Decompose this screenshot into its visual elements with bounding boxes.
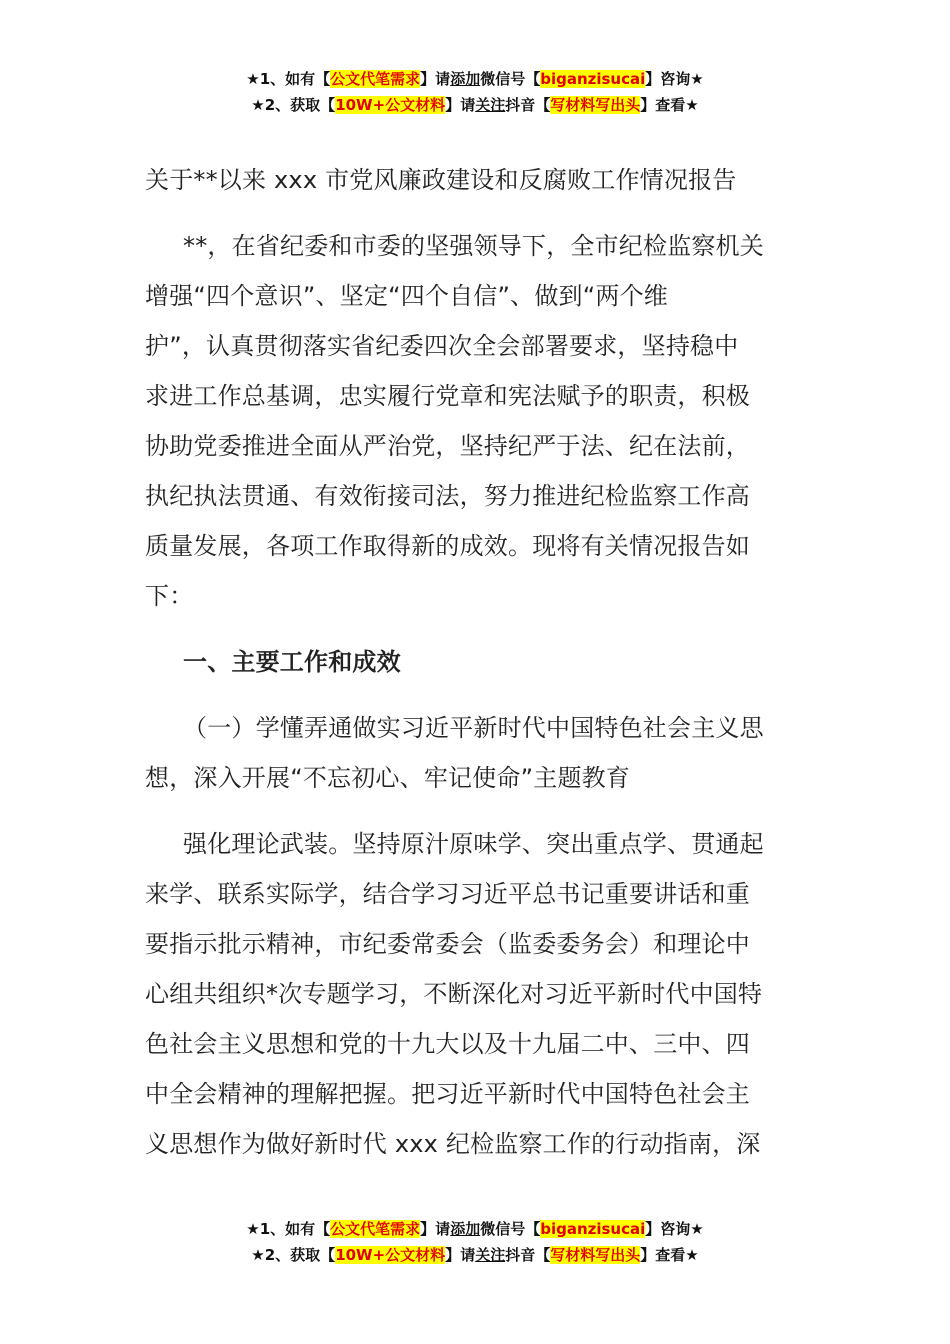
banner-underline: 添加 xyxy=(450,70,481,88)
banner-line-2 xyxy=(0,92,950,118)
document-body xyxy=(145,155,800,1169)
banner-highlight: 公文代笔需求 xyxy=(330,1220,421,1238)
banner-underline: 关注 xyxy=(475,96,506,114)
spacer xyxy=(145,205,800,221)
banner-text: 抖音【 xyxy=(505,1246,551,1264)
banner-text: 微信号【 xyxy=(480,1220,541,1238)
banner-text: ★1、如有【 xyxy=(246,70,331,88)
banner-text: 】查看★ xyxy=(640,96,699,114)
banner-text: ★1、如有【 xyxy=(246,1220,331,1238)
text-line: 增强“四个意识”、坚定“四个自信”、做到“两个维 xyxy=(145,282,668,310)
banner-text: 】咨询★ xyxy=(645,70,704,88)
text-line: 质量发展，各项工作取得新的成效。现将有关情况报告如 xyxy=(145,532,750,560)
banner-line-1 xyxy=(0,66,950,92)
text-line: 要指示批示精神，市纪委常委会（监委委务会）和理论中 xyxy=(145,930,750,958)
text-line: 下： xyxy=(145,582,194,610)
banner-underline: 添加 xyxy=(450,1220,481,1238)
text-line: 强化理论武装。坚持原汁原味学、突出重点学、贯通起 xyxy=(183,830,764,858)
banner-highlight: 10W+公文材料 xyxy=(335,1246,446,1264)
text-line: 执纪执法贯通、有效衔接司法，努力推进纪检监察工作高 xyxy=(145,482,750,510)
banner-text: 】请 xyxy=(445,96,476,114)
intro-paragraph xyxy=(145,221,800,621)
text-line: （一）学懂弄通做实习近平新时代中国特色社会主义思 xyxy=(183,714,764,742)
banner-line-2 xyxy=(0,1242,950,1268)
text-line: 中全会精神的理解把握。把习近平新时代中国特色社会主 xyxy=(145,1080,750,1108)
text-line: 协助党委推进全面从严治党，坚持纪严于法、纪在法前， xyxy=(145,432,750,460)
banner-text: ★2、获取【 xyxy=(251,1246,336,1264)
banner-text: 抖音【 xyxy=(505,96,551,114)
section-heading: 一、主要工作和成效 xyxy=(183,648,401,676)
banner-text: 微信号【 xyxy=(480,70,541,88)
text-line: 心组共组织*次专题学习，不断深化对习近平新时代中国特 xyxy=(145,980,763,1008)
bottom-banner xyxy=(0,1216,950,1268)
banner-highlight: 写材料写出头 xyxy=(550,1246,641,1264)
banner-text: 】咨询★ xyxy=(645,1220,704,1238)
top-banner xyxy=(0,66,950,118)
banner-text: 】请 xyxy=(445,1246,476,1264)
subsection-heading xyxy=(145,703,800,803)
text-line: **，在省纪委和市委的坚强领导下，全市纪检监察机关 xyxy=(183,232,764,260)
text-line: 来学、联系实际学，结合学习习近平总书记重要讲话和重 xyxy=(145,880,750,908)
text-line: 色社会主义思想和党的十九大以及十九届二中、三中、四 xyxy=(145,1030,750,1058)
spacer xyxy=(145,621,800,637)
banner-text: 】请 xyxy=(420,1220,451,1238)
text-line: 义思想作为做好新时代 xxx 纪检监察工作的行动指南，深 xyxy=(145,1130,761,1158)
body-paragraph xyxy=(145,819,800,1169)
banner-underline: 关注 xyxy=(475,1246,506,1264)
banner-text: ★2、获取【 xyxy=(251,96,336,114)
banner-highlight: biganzisucai xyxy=(540,70,646,88)
document-title: 关于**以来 xxx 市党风廉政建设和反腐败工作情况报告 xyxy=(145,166,737,194)
banner-text: 】请 xyxy=(420,70,451,88)
banner-highlight: 10W+公文材料 xyxy=(335,96,446,114)
banner-highlight: 公文代笔需求 xyxy=(330,70,421,88)
text-line: 想，深入开展“不忘初心、牢记使命”主题教育 xyxy=(145,764,631,792)
text-line: 护”，认真贯彻落实省纪委四次全会部署要求，坚持稳中 xyxy=(145,332,739,360)
spacer xyxy=(145,803,800,819)
banner-line-1 xyxy=(0,1216,950,1242)
banner-highlight: biganzisucai xyxy=(540,1220,646,1238)
banner-text: 】查看★ xyxy=(640,1246,699,1264)
text-line: 求进工作总基调，忠实履行党章和宪法赋予的职责，积极 xyxy=(145,382,750,410)
spacer xyxy=(145,687,800,703)
banner-highlight: 写材料写出头 xyxy=(550,96,641,114)
